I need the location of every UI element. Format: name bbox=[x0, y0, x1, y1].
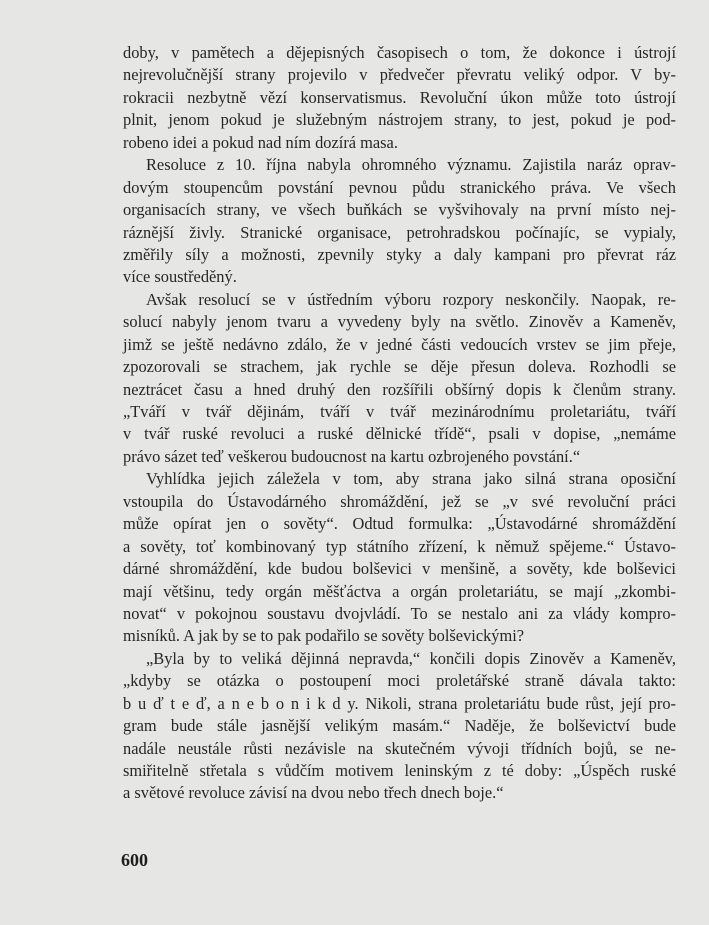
text-line: „Tváří v tvář dějinám, tváří v tvář mezinárodnímu proletariátu, tváří bbox=[123, 402, 676, 421]
text-line: neztrácet času a hned druhý den rozšířili obšírný dopis k členům strany. bbox=[123, 379, 676, 399]
paragraph bbox=[123, 648, 676, 805]
text-line: jimž se ještě nedávno zdálo, že v jedné části vedoucích vrstev se jim přeje, bbox=[123, 334, 676, 354]
text-line: může opírat jen o sověty“. Odtud formulka: „Ústavodárné shromáždění bbox=[123, 514, 676, 534]
text-line: plnit, jenom pokud je služebným nástrojem strany, to jest, pokud je pod- bbox=[123, 110, 676, 130]
text-line: dovým stoupencům povstání pevnou půdu stranického práva. Ve všech bbox=[123, 177, 676, 197]
text-line: ráznější živly. Stranické organisace, petrohradskou počínajíc, se vypialy, bbox=[123, 222, 676, 242]
page-number: 600 bbox=[121, 850, 148, 870]
text-line: a sověty, toť kombinovaný typ státního zřízení, k němuž spějeme.“ Ústavo- bbox=[123, 536, 676, 556]
text-line: v tvář ruské revoluci a ruské dělnické třídě“, psali v dopise, „nemáme bbox=[123, 424, 676, 444]
text-line: dárné shromáždění, kde budou bolševici v menšině, a sověty, kde bolševici bbox=[123, 559, 676, 579]
text-line: nejrevolučnější strany projevilo v předvečer převratu veliký odpor. V by- bbox=[123, 65, 676, 85]
text-line: vstoupila do Ústavodárného shromáždění, jež se „v své revoluční práci bbox=[123, 491, 676, 511]
paragraph bbox=[123, 289, 676, 469]
text-line: zpozorovali se strachem, jak rychle se děje přesun doleva. Rozhodli se bbox=[123, 357, 676, 377]
text-line: změřily síly a možnosti, zpevnily styky a daly kampani pro převrat ráz bbox=[123, 244, 676, 264]
text-line: Avšak resolucí se v ústředním výboru rozpory neskončily. Naopak, re- bbox=[146, 289, 676, 309]
text-line: rokracii nezbytně vězí konservatismus. Revoluční úkon může toto ústrojí bbox=[123, 87, 676, 107]
text-line: Vyhlídka jejich záležela v tom, aby strana jako silná strana oposiční bbox=[146, 469, 676, 489]
text-line: mají většinu, tedy orgán měšťáctva a orgán proletariátu, se mají „zkombi- bbox=[123, 581, 676, 601]
paragraph bbox=[123, 468, 676, 648]
text-line: nadále neustále růsti nezávisle na skutečném vývoji třídních bojů, se ne- bbox=[123, 738, 676, 758]
text-line: novat“ v pokojnou soustavu dvojvládí. To se nestalo ani za vlády kompro- bbox=[123, 603, 676, 623]
text-line: misníků. A jak by se to pak podařilo se sověty bolševickými? bbox=[123, 626, 525, 646]
text-line: a světové revoluce závisí na dvou nebo třech dnech boje.“ bbox=[123, 783, 504, 803]
body-text bbox=[123, 42, 676, 805]
text-line: robeno idei a pokud nad ním dozírá masa. bbox=[123, 132, 398, 152]
text-line: organisacích strany, ve všech buňkách se vyšvihovaly na první místo nej- bbox=[123, 200, 676, 220]
text-line: doby, v pamětech a dějepisných časopisech o tom, že dokonce i ústrojí bbox=[123, 43, 676, 62]
text-line: „kdyby se otázka o postoupení moci proletářské straně dávala takto: bbox=[123, 671, 676, 691]
text-line: „Byla by to veliká dějinná nepravda,“ končili dopis Zinověv a Kameněv, bbox=[146, 648, 676, 668]
text-line: gram bude stále jasnější velikým masám.“ Naděje, že bolševictví bude bbox=[123, 716, 676, 736]
text-line: právo sázet teď veškerou budoucnost na kartu ozbrojeného povstání.“ bbox=[123, 446, 581, 466]
paragraph bbox=[123, 154, 676, 289]
text-line: Resoluce z 10. října nabyla ohromného významu. Zajistila naráz oprav- bbox=[146, 155, 676, 175]
text-line: solucí nabyly jenom tvaru a vyvedeny byly na světlo. Zinověv a Kameněv, bbox=[123, 312, 676, 332]
text-line: smiřitelně střetala s vůdčím motivem leninským z té doby: „Úspěch ruské bbox=[123, 761, 676, 780]
text-line: více soustředěný. bbox=[123, 267, 237, 287]
paragraph bbox=[123, 42, 676, 154]
text-line: b u ď t e ď, a n e b o n i k d y. Nikoli, strana proletariátu bude růst, její pro- bbox=[123, 693, 676, 713]
